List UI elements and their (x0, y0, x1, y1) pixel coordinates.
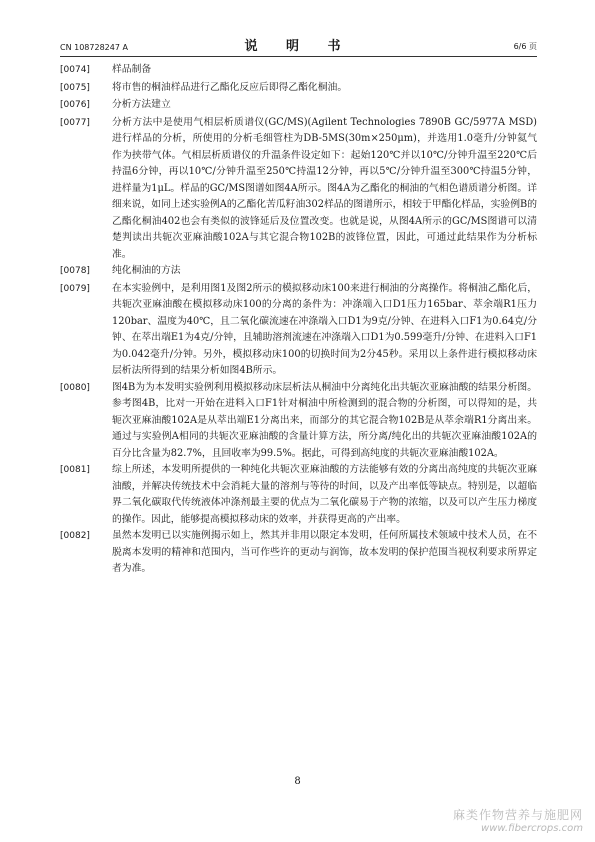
paragraph-number: [0074] (60, 65, 90, 75)
paragraph-text: 分析方法中是使用气相层析质谱仪(GC/MS)(Agilent Technologies 7890B GC/5977A MSD)进行样品的分析，所使用的分析毛细管柱为DB-5MS(30m×250μm)，并选用1.0毫升/分钟氦气作为挟带气体。气相层析质谱仪的升温条件设定如下：起始120℃并以10℃/分钟升温至220℃后持温6分钟，再以10℃/分钟升温至250℃持温12分钟，再以5℃/分钟升温至300℃持温5分钟，进样量为1μL。样品的GC/MS图谱如图4A所示。图4A为乙酯化的桐油的气相色谱质谱分析图。详细来说，如同上述实验例A的乙酯化苦瓜籽油302样品的图谱所示，相较于甲酯化样品，实验例B的乙酯化桐油402也会有类似的波锋延后及位置改变。也就是说，从图4A所示的GC/MS图谱可以清楚判读出共轭次亚麻油酸102A与其它混合物102B的波锋位置，因此，可通过此结果作为分析标准。 (112, 116, 537, 260)
paragraph-0075 (60, 80, 537, 97)
page-header (60, 28, 537, 56)
paragraph-number: [0082] (60, 531, 90, 541)
page-of-indicator: 6/6 页 (513, 42, 537, 51)
paragraph-number: [0081] (60, 465, 90, 475)
paragraph-0076 (60, 97, 537, 114)
publication-number: CN 108728247 A (60, 43, 128, 52)
paragraph-text: 综上所述，本发明所提供的一种纯化共轭次亚麻油酸的方法能够有效的分离出高纯度的共轭次亚麻油酸，并解决传统技术中会消耗大量的溶剂与等待的时间，以及产出率低等缺点。特别是，以超临界二氧化碳取代传统液体冲涤剂最主要的优点为二氧化碳易于产物的浓缩，以及可以产生压力梯度的操作。因此，能够提高模拟移动床的效率，并获得更高的产出率。 (112, 464, 537, 525)
header-divider (60, 56, 537, 57)
paragraph-number: [0076] (60, 100, 90, 110)
paragraph-text: 样品制备 (112, 64, 152, 75)
watermark-url: www.fibercrops.com (481, 823, 583, 834)
paragraph-0082 (60, 528, 537, 578)
paragraph-text: 分析方法建立 (112, 99, 171, 110)
watermark-title: 麻类作物营养与施肥网 (452, 808, 583, 822)
paragraph-number: [0078] (60, 266, 90, 276)
paragraph-text: 虽然本发明已以实施例揭示如上，然其并非用以限定本发明，任何所属技术领域中技术人员，在不脱离本发明的精神和范围内，当可作些许的更动与润饰，故本发明的保护范围当视权利要求所界定者为准。 (112, 530, 537, 574)
paragraph-number: [0080] (60, 382, 90, 393)
paragraph-text: 在本实验例中，是利用图1及图2所示的模拟移动床100来进行桐油的分离操作。将桐油乙酯化后，共轭次亚麻油酸在模拟移动床100的分离的条件为：冲涤端入口D1压力165bar、萃余端R1压力120bar、温度为40℃，且二氧化碳流速在冲涤端入口D1为9克/分钟、在进料入口F1为0.64克/分钟、在萃出端E1为4克/分钟，且辅助溶剂流速在冲涤端入口D1为0.599毫升/分钟、在进料入口F1为0.042毫升/分钟。另外，模拟移动床100的切换时间为2分45秒。采用以上条件进行模拟移动床层析法所得到的结果分析如图4B所示。 (112, 282, 537, 376)
document-title: 说 明 书 (244, 39, 353, 54)
document-body (60, 62, 537, 578)
paragraph-0081 (60, 462, 537, 528)
paragraph-0077 (60, 115, 537, 264)
paragraph-number: [0075] (60, 82, 90, 93)
paragraph-0080 (60, 380, 537, 463)
page-number: 8 (294, 776, 301, 787)
paragraph-number: [0079] (60, 283, 90, 294)
paragraph-0079 (60, 281, 537, 380)
paragraph-text: 将市售的桐油样品进行乙酯化反应后即得乙酯化桐油。 (112, 81, 348, 93)
paragraph-number: [0077] (60, 117, 90, 128)
paragraph-0074 (60, 62, 537, 79)
paragraph-text: 图4B为为本发明实验例利用模拟移动床层析法从桐油中分离纯化出共轭次亚麻油酸的结果分析图。参考图4B，比对一开始在进料入口F1针对桐油中所检测到的混合物的分析图，可以得知的是，共轭次亚麻油酸102A是从萃出端E1分离出来，而部分的其它混合物102B是从萃余端R1分离出来。通过与实验例A相同的共轭次亚麻油酸的含量计算方法，所分离/纯化出的共轭次亚麻油酸102A的百分比含量为82.7%，且回收率为99.5%。据此，可得到高纯度的共轭次亚麻油酸102A。 (112, 381, 537, 459)
paragraph-text: 纯化桐油的方法 (112, 265, 181, 276)
site-watermark (453, 806, 583, 834)
paragraph-0078 (60, 263, 537, 280)
